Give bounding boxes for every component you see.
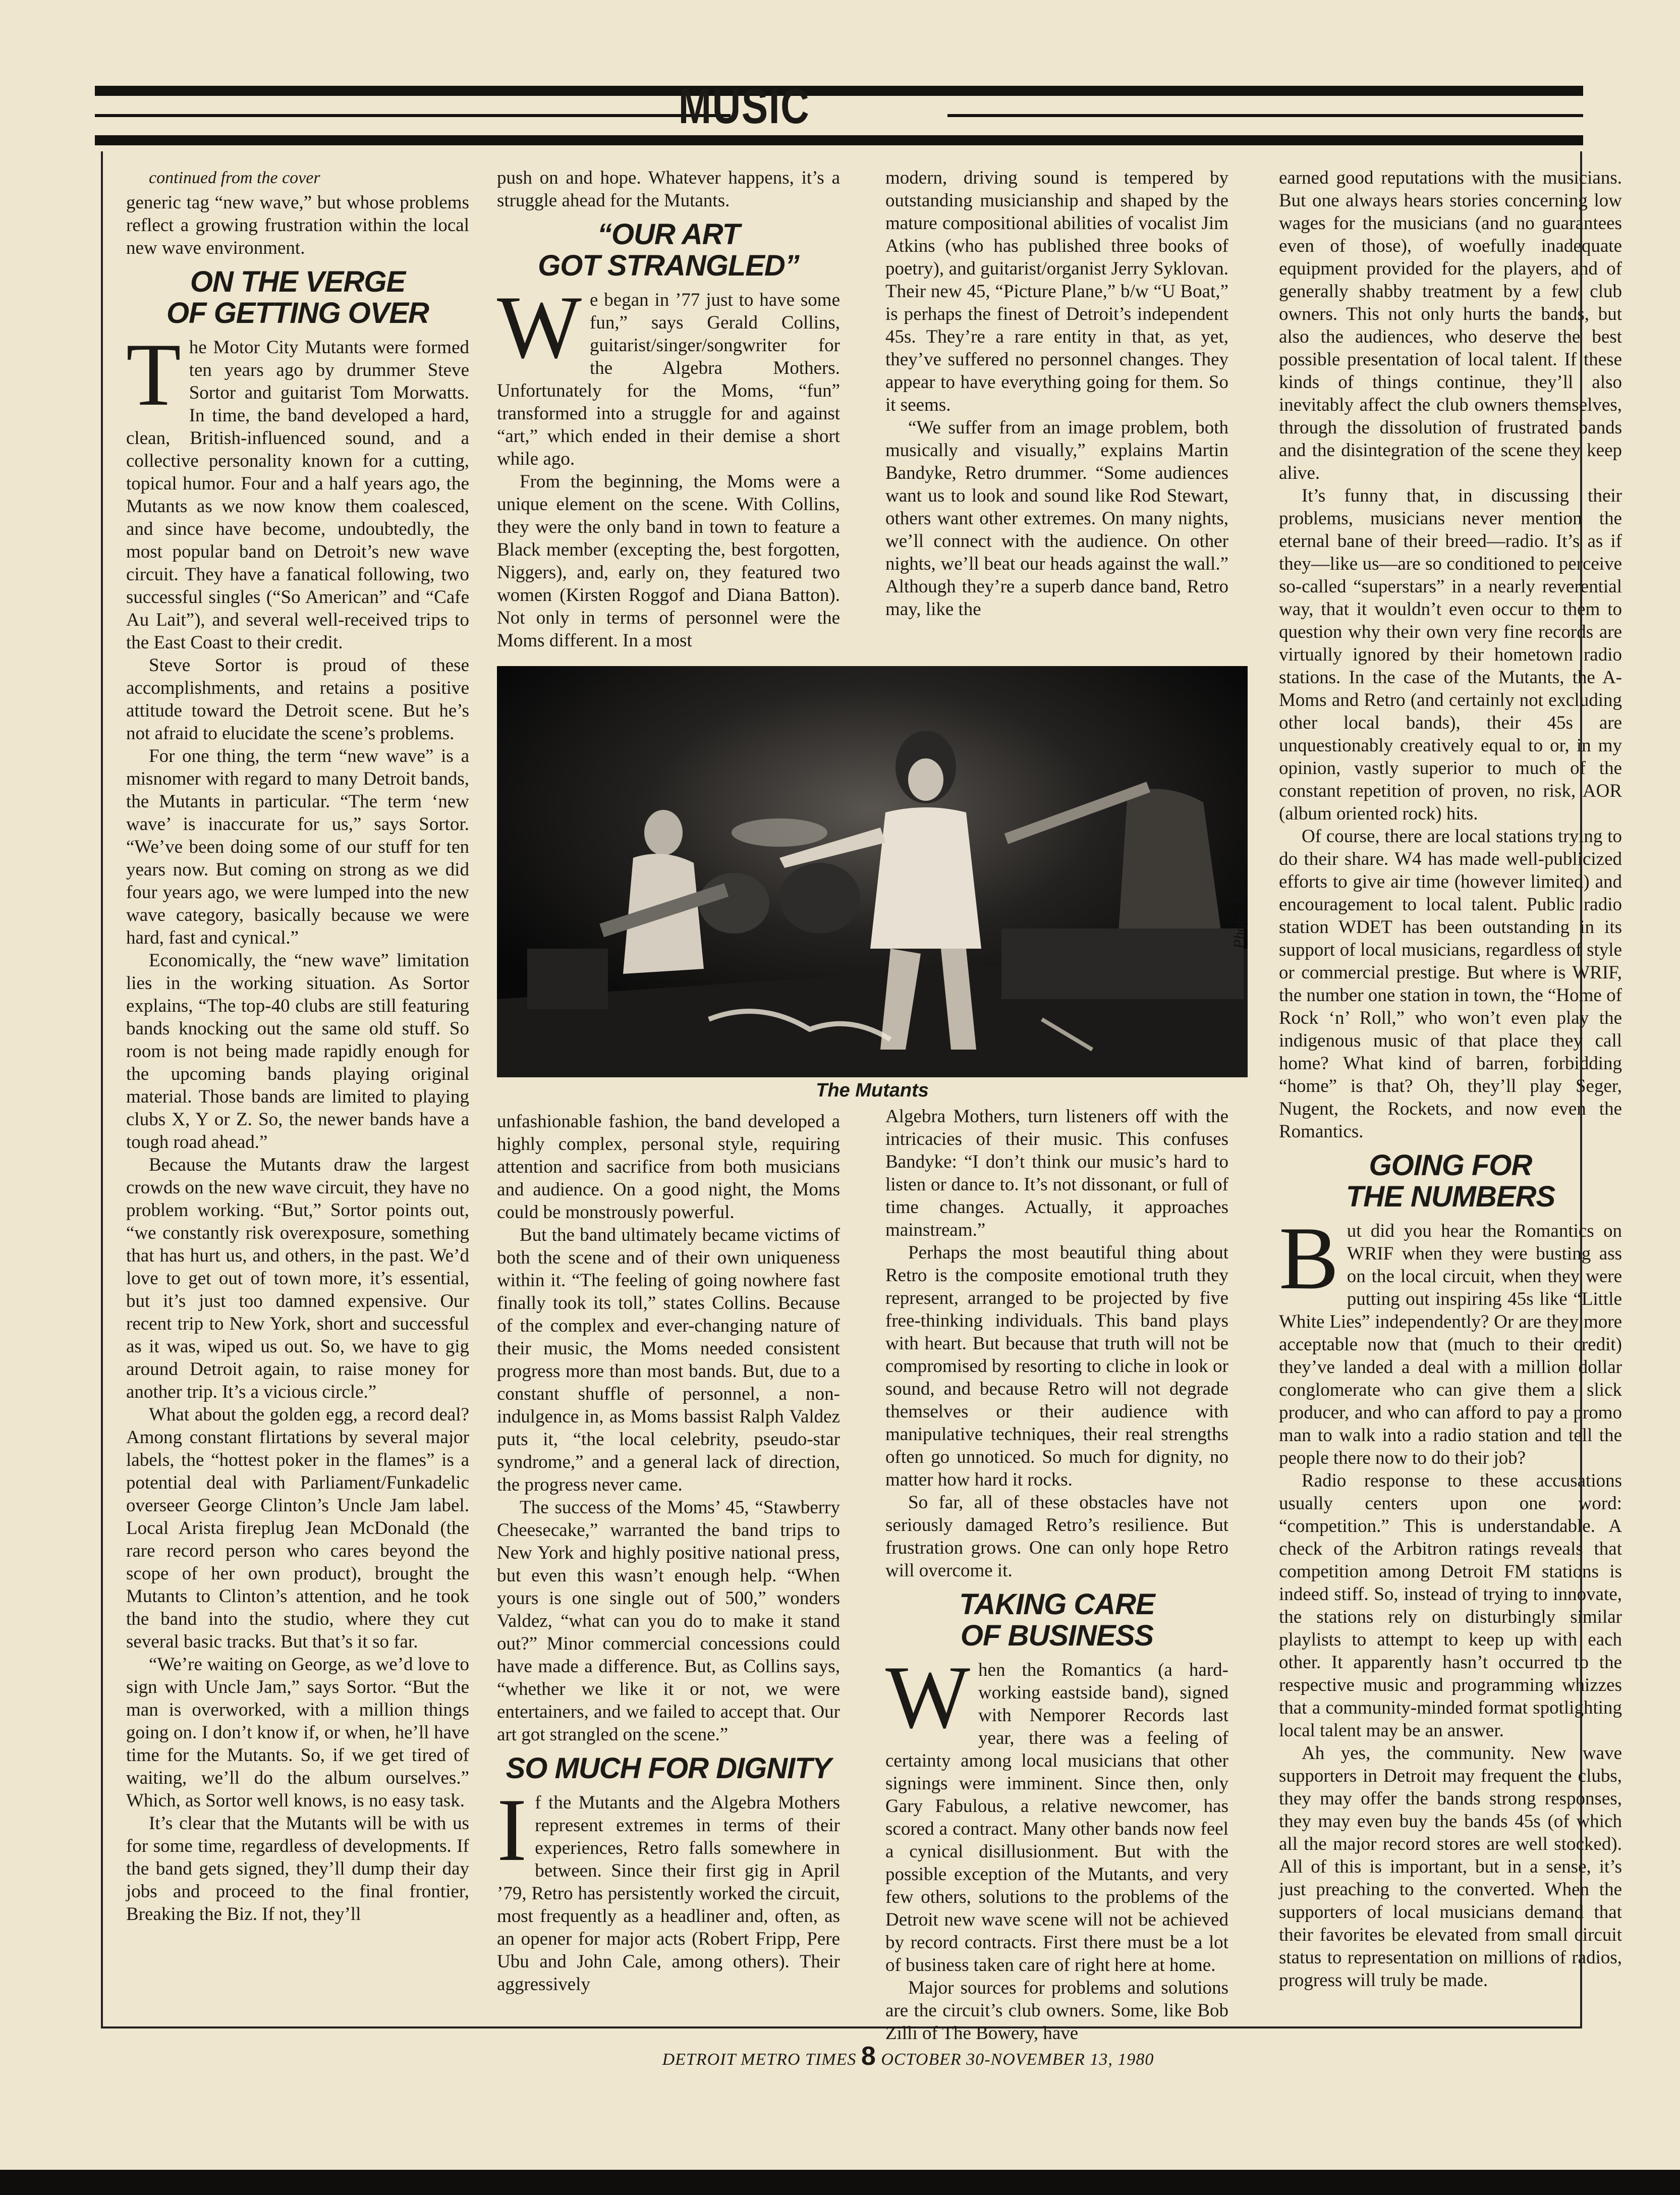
- paragraph: It’s clear that the Mutants will be with us for some time, regardless of developments. If the band gets signed, they’ll dump their day jobs and proceed to the final frontier, Breaking the Biz. If not, they’ll: [126, 1813, 469, 1925]
- paragraph-text: ut did you hear the Romantics on WRIF when they were busting ass on the local circuit, when they were putting out inspiring 45s like “Little White Lies” independently? Or are they more acceptable now that (much to their credit) they’ve landed a deal with a million dollar conglomerate who can give them a slick producer, and who can afford to pay a promo man to walk into a radio station and tell the people there now to do their job?: [1279, 1221, 1622, 1468]
- page-footer: [505, 2041, 1312, 2071]
- paragraph: From the beginning, the Moms were a unique element on the scene. With Collins, they were the only band in town to feature a Black member (excepting the, best forgotten, Niggers), and, early on, they featured two women (Kirsten Roggof and Diana Batton). Not only in terms of personnel were the Moms different. In a most: [497, 471, 840, 651]
- subhead-going-for-numbers: [1279, 1150, 1622, 1213]
- drop-cap: W: [497, 277, 582, 377]
- header-bottom-rule: [95, 135, 1583, 145]
- subhead-line: THE NUMBERS: [1346, 1180, 1555, 1213]
- drop-cap: B: [1279, 1208, 1339, 1308]
- article-column-2-lower: [497, 1110, 840, 2023]
- paragraph: But the band ultimately became victims of both the scene and of their own uniqueness within it. “The feeling of going nowhere fast finally took its toll,” states Collins. Because of the complex and ever-changing nature of their music, the Moms needed consistent progress more than most bands. But, due to a constant shuffle of personnel, a non-indulgence in, as Moms bassist Ralph Valdez puts it, “the local celebrity, pseudo-star syndrome,” and a general lack of direction, the progress never came.: [497, 1225, 840, 1495]
- subhead-line: GOING FOR: [1369, 1149, 1532, 1182]
- paragraph: push on and hope. Whatever happens, it’s a struggle ahead for the Mutants.: [497, 168, 840, 211]
- subhead-on-the-verge: [126, 266, 469, 329]
- paragraph-with-dropcap: [497, 277, 840, 470]
- drop-cap: T: [126, 324, 181, 424]
- band-photo: [497, 666, 1248, 1077]
- subhead-line: “OUR ART: [597, 218, 740, 251]
- footer-date: OCTOBER 30-NOVEMBER 13, 1980: [881, 2050, 1154, 2069]
- paragraph: Of course, there are local stations trying to do their share. W4 has made well-publicized efforts to give air time (however limited) and encouragement to local talent. Public radio station WDET has been outstanding in its support of local musicians, regardless of style or commercial prestige. But where is WRIF, the number one station in town, the “Home of Rock ‘n’ Roll,” who won’t even play the indigenous music of that place they call home? What kind of barren, forbidding “home” is that? Oh, they’ll play Seger, Nugent, the Rockets, and now even the Romantics.: [1279, 826, 1622, 1142]
- subhead-line: OF BUSINESS: [960, 1619, 1154, 1652]
- paragraph: The success of the Moms’ 45, “Stawberry Cheesecake,” warranted the band trips to New York and highly positive national press, but even this wasn’t enough help. “When yours is one single out of 500,” wonders Valdez, “what can you do to make it stand out?” Minor commercial concessions could have made a difference. But, as Collins says, “whether we like it or not, we were entertainers, and we failed to accept that. Our art got strangled on the scene.”: [497, 1497, 840, 1745]
- section-title: MUSIC: [678, 78, 810, 134]
- frame-left-rule: [101, 151, 103, 2028]
- paragraph: What about the golden egg, a record deal? Among constant flirtations by several major labels, the “hottest poker in the flames” is a potential deal with Parliament/Funkadelic overseer George Clinton’s Uncle Jam label. Local Arista fireplug Jean McDonald (the rare record person who cares beyond the scope of her own product), brought the Mutants to Clinton’s attention, and he took the band into the studio, where they cut several basic tracks. But that’s it so far.: [126, 1404, 469, 1652]
- paragraph-with-dropcap: [497, 1780, 840, 1996]
- scan-bottom-edge: [0, 2170, 1680, 2195]
- band-photo-illustration: [497, 666, 1248, 1077]
- subhead-so-much-for-dignity: SO MUCH FOR DIGNITY: [506, 1752, 831, 1785]
- paragraph: Economically, the “new wave” limitation lies in the working situation. As Sortor explains, “The top-40 clubs are still featuring bands knocking out the same old stuff. So room is not being made rapidly enough for the upcoming bands playing original material. Those bands are limited to playing clubs X, Y or Z. So, the newer bands have a tough road ahead.”: [126, 950, 469, 1153]
- paragraph: Ah yes, the community. New wave supporters in Detroit may frequent the clubs, they may offer the bands strong responses, they may even buy the bands 45s (of which all the major record stores are well stocked). All of this is important, but in a sense, it’s just preaching to the converted. When the supporters of local musicians demand that their favorites be elevated from small circuit status to representation on millions of radios, progress will truly be made.: [1279, 1743, 1622, 1991]
- photo-caption: The Mutants: [816, 1080, 929, 1101]
- paragraph-text: e began in ’77 just to have some fun,” says Gerald Collins, guitarist/singer/songwriter for the Algebra Mothers. Unfortunately for the Moms, “fun” transformed into a struggle for and against “art,” which ended in their demise a short while ago.: [497, 290, 840, 469]
- footer-publication: DETROIT METRO TIMES: [662, 2050, 857, 2069]
- article-column-4: [1279, 167, 1622, 2023]
- frame-bottom-rule: [101, 2026, 1582, 2028]
- paragraph-text: he Motor City Mutants were formed ten years ago by drummer Steve Sortor and guitarist Tom Morwatts. In time, the band developed a hard, clean, British-influenced sound, and a collective personality known for a cutting, topical humor. Four and a half years ago, the Mutants as we now know them coalesced, and since have become, undoubtedly, the most popular band on Detroit’s new wave circuit. They have a fanatical following, two successful singles (“So American” and “Cafe Au Lait”), and several well-received trips to the East Coast to their credit.: [126, 337, 469, 653]
- subhead-line: GOT STRANGLED”: [538, 249, 799, 282]
- drop-cap: I: [497, 1780, 527, 1880]
- paragraph: It’s funny that, in discussing their problems, musicians never mention the eternal bane of their breed—radio. It’s as if they—like us—are so conditioned to perceive so-called “superstars” in a nearly reverential way, that it wouldn’t even occur to them to question why their own very fine records are virtually ignored by their hometown radio stations. In the case of the Mutants, the A-Moms and Retro (and certainly not excluding other local bands), their 45s are unquestionably creatively equal to or, in my opinion, vastly superior to much of the constant repetition of proven, no risk, AOR (album oriented rock) hits.: [1279, 485, 1622, 824]
- header-rule-right: [947, 114, 1583, 117]
- drop-cap: W: [885, 1647, 971, 1747]
- paragraph: For one thing, the term “new wave” is a misnomer with regard to many Detroit bands, the Mutants in particular. “The term ‘new wave’ is inaccurate for us,” says Sortor. “We’ve been doing some of our stuff for ten years now. But coming on strong as we did four years ago, we were lumped into the new wave category, basically because we were hard, fast and cynical.”: [126, 746, 469, 948]
- subhead-taking-care: [885, 1589, 1228, 1652]
- paragraph: Algebra Mothers, turn listeners off with the intricacies of their music. This confuses Bandyke: “I don’t think our music’s hard to listen or dance to. It’s not dissonant, or full of time changes. Actually, it approaches mainstream.”: [885, 1106, 1228, 1240]
- paragraph-with-dropcap: [126, 324, 469, 654]
- header-rule-left: [95, 114, 731, 117]
- paragraph: Steve Sortor is proud of these accomplishments, and retains a positive attitude toward the Detroit scene. But he’s not afraid to elucidate the scene’s problems.: [126, 655, 469, 744]
- article-column-3-upper: [885, 167, 1228, 651]
- paragraph-text: hen the Romantics (a hard-working eastside band), signed with Nemporer Records last year, there was a feeling of certainty among local musicians that other signings were imminent. Since then, only Gary Fabulous, a relative newcomer, has scored a contract. Many other bands now feel a cynical disillusionment. But with the possible exception of the Mutants, and very few others, solutions to the problems of the Detroit new wave scene will not be achieved by record contracts. First there must be a lot of business taken care of right here at home.: [885, 1660, 1228, 1976]
- article-column-3-lower: [885, 1105, 1228, 2044]
- subhead-line: TAKING CARE: [959, 1588, 1155, 1621]
- subhead-our-art: [497, 219, 840, 282]
- paragraph: Because the Mutants draw the largest crowds on the new wave circuit, they have no problem working. “But,” Sortor points out, “we constantly risk overexposure, something that has hurt us, and others, in the past. We’d love to get out of town more, it’s essential, but it’s just too damned expensive. Our recent trip to New York, short and successful as it was, wiped us out. So, we have to gig around Detroit again, to raise money for another trip. It’s a vicious circle.”: [126, 1155, 469, 1402]
- continued-kicker: continued from the cover: [149, 169, 320, 187]
- paragraph: unfashionable fashion, the band developed a highly complex, personal style, requiring attention and sacrifice from both musicians and audience. On a good night, the Moms could be monstrously powerful.: [497, 1111, 840, 1223]
- subhead-line: ON THE VERGE: [190, 265, 406, 298]
- header-middle-rules: [95, 106, 1583, 125]
- paragraph: earned good reputations with the musicians. But one always hears stories concerning low wages for the musicians (and no guarantees even of those), of woefully inadequate equipment provided for the players, and of generally shabby treatment by a few club owners. This not only hurts the bands, but also the audiences, who deserve the best possible presentation of local talent. If these kinds of things continue, they’ll also inevitably affect the club owners themselves, through the dissolution of frustrated bands and the disintegration of the scene they keep alive.: [1279, 168, 1622, 483]
- paragraph-text: f the Mutants and the Algebra Mothers represent extremes in terms of their experiences, Retro falls somewhere in between. Since their first gig in April ’79, Retro has persistently worked the circuit, most frequently as a headliner and, often, as an opener for major acts (Robert Fripp, Pere Ubu and John Cale, among others). Their aggressively: [497, 1792, 840, 1995]
- subhead-line: OF GETTING OVER: [166, 297, 429, 330]
- paragraph: “We suffer from an image problem, both musically and visually,” explains Martin Bandyke, Retro drummer. “Some audiences want us to look and sound like Rod Stewart, others want other extremes. On many nights, we’ll connect with the audience. On other nights, we’ll beat our heads against the wall.” Although they’re a superb dance band, Retro may, like the: [885, 417, 1228, 620]
- footer-page-number: 8: [861, 2042, 876, 2071]
- paragraph: modern, driving sound is tempered by outstanding musicianship and shaped by the mature compositional abilities of vocalist Jim Atkins (who has published three books of poetry), and guitarist/organist Jerry Syklovan. Their new 45, “Picture Plane,” b/w “U Boat,” is perhaps the finest of Detroit’s independent 45s. They’re a rare entity in that, as yet, they’ve suffered no personnel changes. They appear to have everything going for them. So it seems.: [885, 168, 1228, 415]
- article-column-1: [126, 167, 469, 2023]
- paragraph: Major sources for problems and solutions are the circuit’s club owners. Some, like Bob Zilli of The Bowery, have: [885, 1978, 1228, 2044]
- paragraph-with-dropcap: [1279, 1208, 1622, 1469]
- paragraph: So far, all of these obstacles have not seriously damaged Retro’s resilience. But frustration grows. One can only hope Retro will overcome it.: [885, 1492, 1228, 1581]
- paragraph: “We’re waiting on George, as we’d love to sign with Uncle Jam,” says Sortor. “But the man is overworked, with a million things going on. I don’t know if, or when, he’ll have time for the Mutants. So, if we get tired of waiting, we’ll do the album ourselves.” Which, as Sortor well knows, is no easy task.: [126, 1654, 469, 1811]
- photo-credit: Photo: Eric Smith: [1231, 839, 1248, 949]
- paragraph: Perhaps the most beautiful thing about Retro is the composite emotional truth they represent, arranged to be projected by five free-thinking individuals. This band plays with heart. But because that truth will not be compromised by resorting to cliche in look or sound, and because Retro will not degrade themselves or their audience with manipulative techniques, their real strengths often go unnoticed. So much for dignity, no matter how hard it rocks.: [885, 1242, 1228, 1490]
- article-column-2-upper: [497, 167, 840, 651]
- paragraph: generic tag “new wave,” but whose problems reflect a growing frustration within the local new wave environment.: [126, 192, 469, 258]
- header-top-rule: [95, 86, 1583, 96]
- paragraph: Radio response to these accusations usually centers upon one word: “competition.” This is understandable. A check of the Arbitron ratings reveals that competition among Detroit FM stations is indeed stiff. So, instead of trying to innovate, the stations rely on disturbingly similar playlists to attempt to keep up with each other. It apparently hasn’t occurred to the respective music and programming whizzes that a community-minded format spotlighting local talent may be an answer.: [1279, 1470, 1622, 1741]
- paragraph-with-dropcap: [885, 1647, 1228, 1977]
